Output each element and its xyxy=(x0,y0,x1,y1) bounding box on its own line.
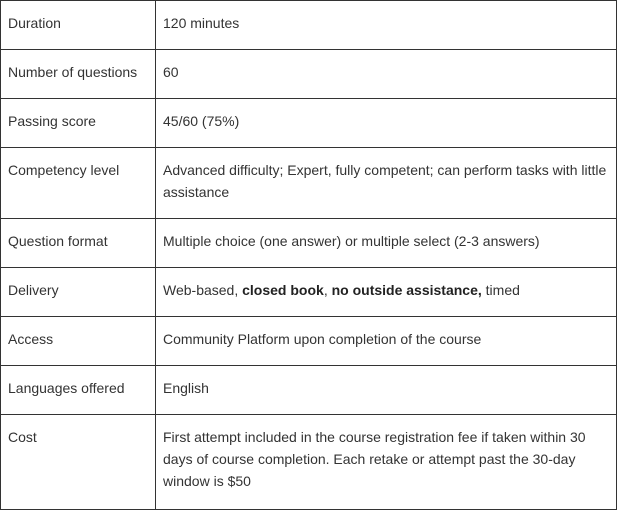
row-label: Languages offered xyxy=(1,366,156,415)
delivery-text-part: , xyxy=(323,282,332,298)
table-row xyxy=(1,317,617,366)
row-label: Delivery xyxy=(1,268,156,317)
table-row xyxy=(1,99,617,148)
row-label: Duration xyxy=(1,1,156,50)
row-label: Question format xyxy=(1,219,156,268)
row-value: English xyxy=(156,366,617,415)
table-row xyxy=(1,415,617,510)
row-label: Access xyxy=(1,317,156,366)
delivery-text-part: timed xyxy=(481,282,520,298)
delivery-text-part: Web-based, xyxy=(163,282,243,298)
delivery-closed-book: closed book xyxy=(242,282,324,298)
row-value: Advanced difficulty; Expert, fully competent; can perform tasks with little assistance xyxy=(156,148,617,219)
table-row xyxy=(1,219,617,268)
delivery-no-assistance: no outside assistance, xyxy=(331,282,482,298)
row-label: Competency level xyxy=(1,148,156,219)
row-value: 60 xyxy=(156,50,617,99)
table-row xyxy=(1,1,617,50)
table-row xyxy=(1,148,617,219)
table-row xyxy=(1,366,617,415)
row-label: Number of questions xyxy=(1,50,156,99)
row-label: Cost xyxy=(1,415,156,510)
row-label: Passing score xyxy=(1,99,156,148)
table-row xyxy=(1,50,617,99)
row-value: 45/60 (75%) xyxy=(156,99,617,148)
row-value: First attempt included in the course registration fee if taken within 30 days of course completion. Each retake or attempt past the 30-day window is $50 xyxy=(156,415,617,510)
row-value: Community Platform upon completion of the course xyxy=(156,317,617,366)
table-row xyxy=(1,268,617,317)
row-value: Multiple choice (one answer) or multiple select (2-3 answers) xyxy=(156,219,617,268)
row-value: 120 minutes xyxy=(156,1,617,50)
row-value xyxy=(156,268,617,317)
